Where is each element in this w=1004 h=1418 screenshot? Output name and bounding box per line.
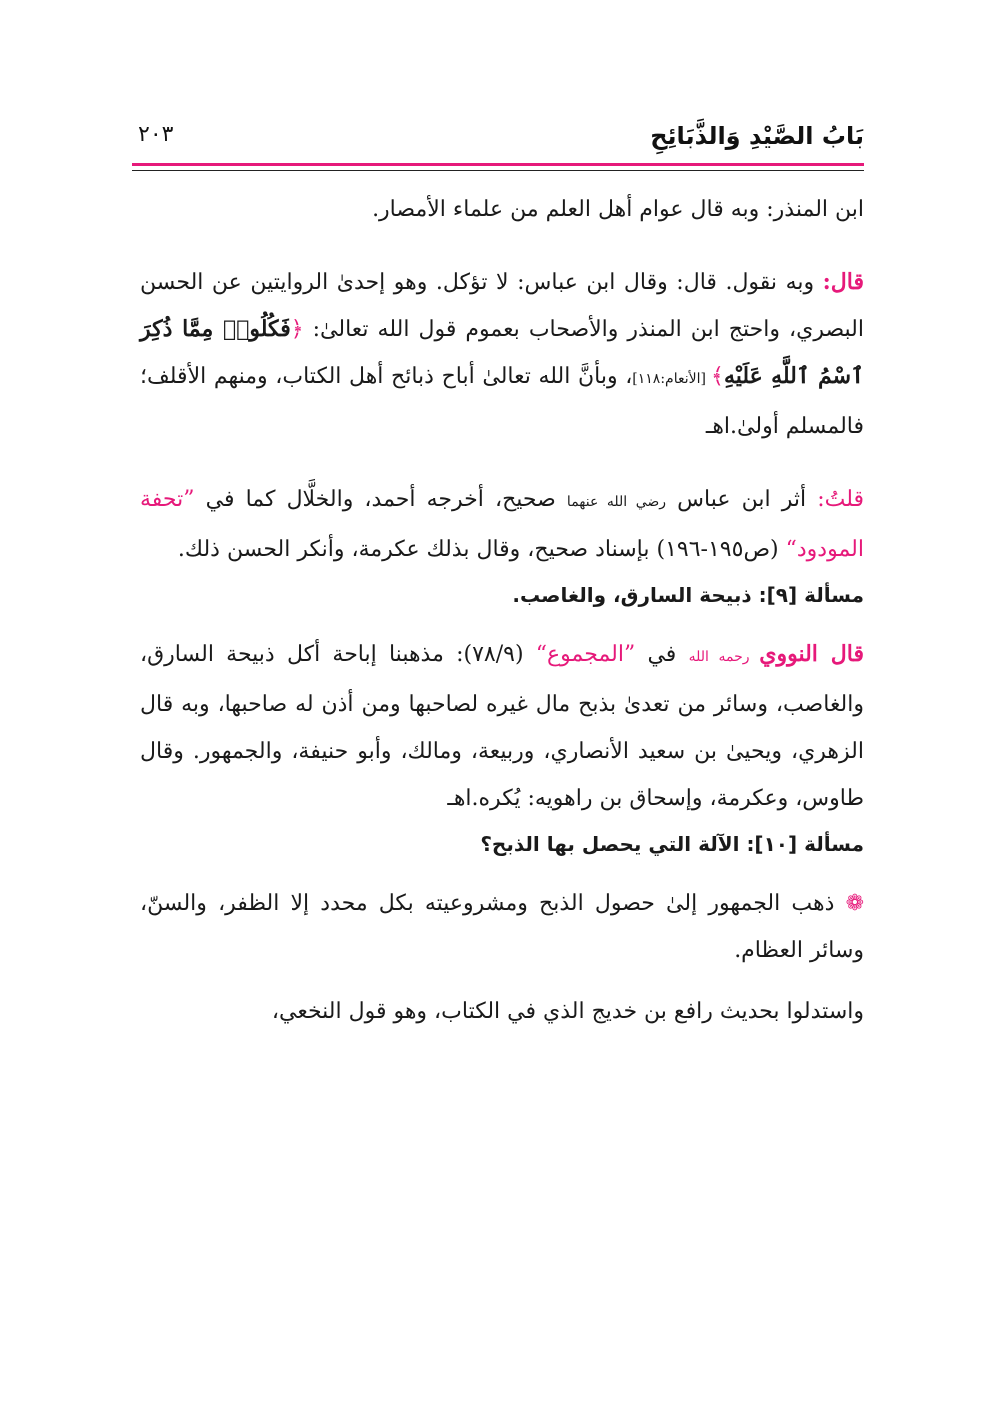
issue-title-9: ذبيحة السارق، والغاصب.: [512, 583, 759, 607]
quran-open-bracket: ﴿: [290, 317, 304, 342]
paragraph-3: [140, 476, 864, 573]
paragraph-3-text-a: أثر ابن عباس: [666, 487, 818, 512]
chapter-title: بَابُ الصَّيْدِ وَالذَّبَائِحِ: [650, 122, 864, 150]
flower-bullet-icon: ❁: [845, 891, 864, 916]
issue-label-10: مسألة [١٠]:: [746, 832, 864, 856]
nawawi-label: قال النووي: [759, 641, 865, 667]
qultu-label: قلتُ:: [817, 487, 865, 512]
issue-label-9: مسألة [٩]:: [758, 583, 864, 607]
honorific-rahimahullah: رحمه الله: [688, 649, 760, 665]
issue-title-10: الآلة التي يحصل بها الذبح؟: [480, 832, 747, 856]
quran-close-bracket: ﴾: [711, 364, 724, 389]
body-text: [140, 186, 864, 1035]
header-rule-thin: [132, 170, 864, 171]
page-header: [132, 122, 864, 158]
paragraph-3-text-c: (ص١٩٥-١٩٦) بإسناد صحيح، وقال بذلك عكرمة، وأنكر الحسن ذلك.: [177, 537, 786, 562]
header-rule-accent: [132, 163, 864, 166]
issue-heading-9: [140, 573, 864, 617]
paragraph-2-text-a: وبه نقول. قال: وقال ابن عباس: لا تؤكل. وهو إحدىٰ الروايتين عن الحسن البصري، واحتج ابن المنذر والأصحاب بعموم قول الله تعالىٰ:: [140, 270, 864, 342]
honorific-radiallahu: رضي الله عنهما: [566, 494, 667, 510]
paragraph-3-text-b: صحيح، أخرجه أحمد، والخلَّال كما في: [194, 487, 567, 512]
paragraph-6: واستدلوا بحديث رافع بن خديج الذي في الكتاب، وهو قول النخعي،: [271, 999, 864, 1024]
paragraph-5: [140, 880, 864, 974]
paragraph-4: [140, 631, 864, 822]
issue-heading-10: [140, 822, 864, 866]
verse-reference: [الأنعام:١١٨]: [632, 371, 712, 387]
book-title-majmu: ”المجموع“: [535, 642, 636, 667]
page-number: ٢٠٣: [138, 122, 174, 147]
book-title-tuhfa: ”تحفة المودود“: [140, 487, 864, 562]
paragraph-1: ابن المنذر: وبه قال عوام أهل العلم من علماء الأمصار.: [372, 197, 864, 222]
paragraph-4-text-b: (٧٨/٩): مذهبنا إباحة أكل ذبيحة السارق، والغاصب، وسائر من تعدىٰ بذبح مال غيره لصاحبها ومن أذن له صاحبها، وبه قال الزهري، ويحيىٰ بن سعيد الأنصاري، وربيعة، ومالك، وأبو حنيفة، والجمهور. وقال طاوس، وعكرمة، وإسحاق بن راهويه: يُكره.اهـ: [140, 642, 864, 811]
paragraph-5-text: ذهب الجمهور إلىٰ حصول الذبح ومشروعيته بكل محدد إلا الظفر، والسنّ، وسائر العظام.: [140, 891, 864, 963]
qala-label: قال:: [822, 269, 864, 295]
paragraph-4-text-a: في: [635, 642, 689, 667]
paragraph-2-text-b: ، وبأنَّ الله تعالىٰ أباح ذبائح أهل الكتاب، ومنهم الأقلف؛ فالمسلم أولىٰ.اهـ: [140, 364, 864, 439]
quran-verse: فَكُلُوا۟ مِمَّا ذُكِرَ ٱسْمُ ٱللَّهِ عَلَيْهِ: [140, 316, 864, 389]
paragraph-2: [140, 259, 864, 450]
